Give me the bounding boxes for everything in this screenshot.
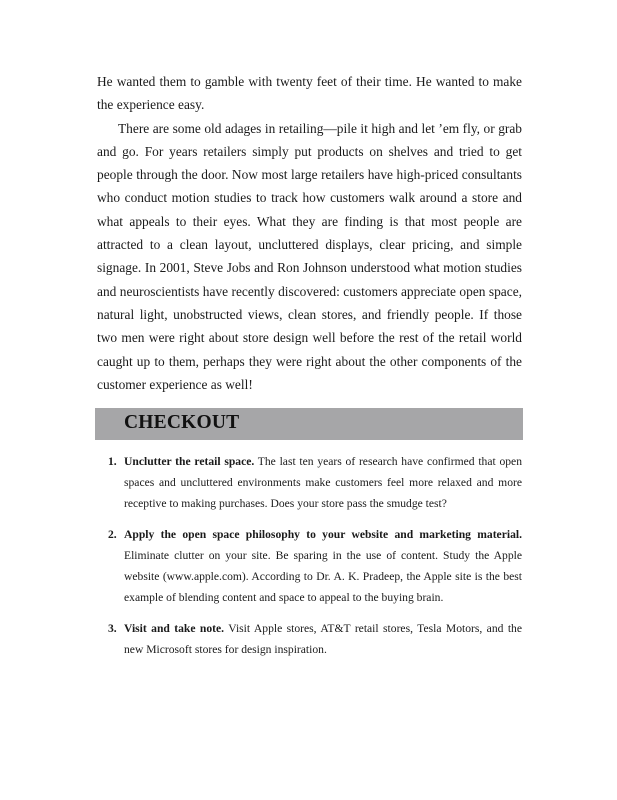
item-text: Visit Apple stores, AT&T retail stores, Tesla Motors, and the new Microsoft stores for design inspiration. xyxy=(124,622,522,656)
item-text: The last ten years of research have confirmed that open spaces and uncluttered environments make customers feel more relaxed and more receptive to making purchases. Does your store pass the smudge test? xyxy=(124,455,522,510)
item-lead: Visit and take note. xyxy=(124,622,225,635)
paragraph: There are some old adages in retailing—pile it high and let ’em fly, or grab and go. For years retailers simply put products on shelves and tried to get people through the door. Now most large retailers have high-priced consultants who conduct motion studies to track how customers walk around a store and what appeals to their eyes. What they are finding is that most people are attracted to a clean layout, uncluttered displays, clear pricing, and simple signage. In 2001, Steve Jobs and Ron Johnson understood what motion studies and neuroscientists have recently discovered: customers appreciate open space, natural light, unobstructed views, clean stores, and friendly people. If those two men were right about store design well before the rest of the retail world caught up to them, perhaps they were right about the other components of the customer experience as well! xyxy=(97,120,522,392)
section-header-bar xyxy=(95,408,523,440)
item-number: 2. xyxy=(108,528,117,541)
item-lead: Unclutter the retail space. xyxy=(124,455,255,468)
checklist-item xyxy=(108,618,522,660)
body-text xyxy=(97,70,522,396)
checklist-item xyxy=(108,451,522,514)
paragraph: He wanted them to gamble with twenty feet of their time. He wanted to make the experience easy. xyxy=(97,74,522,113)
item-text: Eliminate clutter on your site. Be sparing in the use of content. Study the Apple website (www.apple.com). According to Dr. A. K. Pradeep, the Apple site is the best example of blending content and space to appeal to the buying brain. xyxy=(124,549,522,604)
item-number: 1. xyxy=(108,455,117,468)
section-title: CHECKOUT xyxy=(124,412,240,433)
checklist-item xyxy=(108,524,522,608)
checkout-list xyxy=(108,451,522,670)
item-number: 3. xyxy=(108,622,117,635)
item-lead: Apply the open space philosophy to your website and marketing material. xyxy=(124,528,522,541)
